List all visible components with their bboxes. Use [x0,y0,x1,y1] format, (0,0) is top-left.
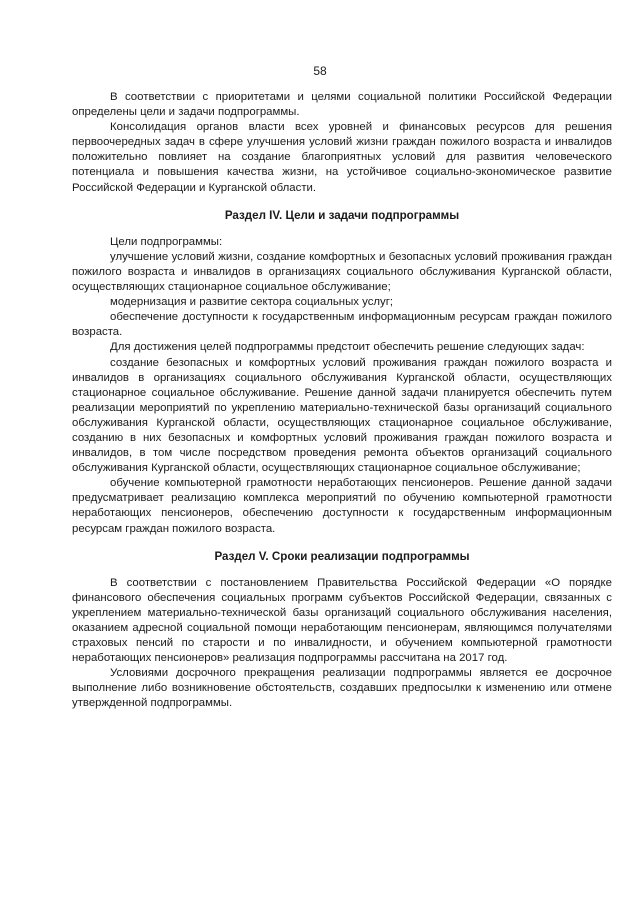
section-4-heading: Раздел IV. Цели и задачи подпрограммы [224,208,460,222]
intro-paragraph-2: Консолидация органов власти всех уровней и финансовых ресурсов для решения первоочередных задач в сфере улучшения условий жизни граждан пожилого возраста и инвалидов положительно повлияет на создание благоприятных условий для развития человеческого потенциала и повышения качества жизни, на устойчивое социально-экономическое развитие Российской Федерации и Курганской области. [72,121,612,194]
goal-item-1: улучшение условий жизни, создание комфортных и безопасных условий проживания граждан пожилого возраста и инвалидов в организациях социального обслуживания Курганской области, осуществляющих стационарное социальное обслуживание; [72,250,612,294]
tasks-intro: Для достижения целей подпрограммы предстоит обеспечить решение следующих задач: [110,341,585,354]
task-item-1: создание безопасных и комфортных условий проживания граждан пожилого возраста и инвалидов в организациях социального обслуживания Курганской области, осуществляющих стационарное социальное обслуживание. Решение данной задачи планируется обеспечить путем реализации мероприятий по укреплению материально-технической базы организаций социального обслуживания Курганской области, осуществляющих стационарное социальное обслуживание, созданию в них безопасных и комфортных условий проживания граждан пожилого возраста и инвалидов, в том числе посредством проведения ремонта объектов организаций социального обслуживания Курганской области, осуществляющих стационарное социальное обслуживание; [72,356,612,475]
section-5-heading: Раздел V. Сроки реализации подпрограммы [214,549,470,563]
intro-paragraph-1: В соответствии с приоритетами и целями социальной политики Российской Федерации определены цели и задачи подпрограммы. [72,91,612,119]
page-number: 58 [313,64,327,78]
section-5-paragraph-2: Условиями досрочного прекращения реализации подпрограммы является ее досрочное выполнение либо возникновение обстоятельств, создавших предпосылки к изменению или отмене утвержденной подпрограммы. [72,667,612,710]
goals-title: Цели подпрограммы: [110,235,223,248]
section-5-paragraph-1: В соответствии с постановлением Правительства Российской Федерации «О порядке финансового обеспечения социальных программ субъектов Российской Федерации, связанных с укреплением материально-технической базы организаций социального обслуживания населения, оказанием адресной социальной помощи неработающим пенсионерам, являющимся получателями страховых пенсий по старости и по инвалидности, и обучением компьютерной грамотности неработающих пенсионеров» реализация подпрограммы рассчитана на 2017 год. [72,576,612,665]
document-body [72,90,612,712]
goal-item-3: обеспечение доступности к государственным информационным ресурсам граждан пожилого возраста. [72,311,612,339]
task-item-2: обучение компьютерной грамотности неработающих пенсионеров. Решение данной задачи предусматривает реализацию комплекса мероприятий по обучению компьютерной грамотности неработающих пенсионеров, обеспечению доступности к государственным информационным ресурсам граждан пожилого возраста. [72,477,612,535]
goal-item-2: модернизация и развитие сектора социальных услуг; [110,296,394,309]
